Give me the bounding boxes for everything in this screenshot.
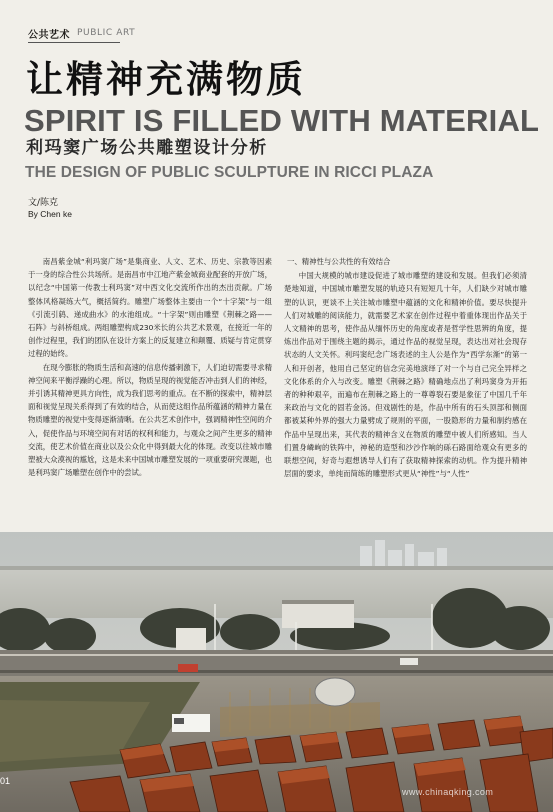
body-column-right: [284, 255, 527, 480]
body-column-left: [28, 255, 272, 479]
section-label-en: PUBLIC ART: [77, 28, 136, 38]
header-divider: [28, 42, 120, 43]
article-title-en: SPIRIT IS FILLED WITH MATERIAL: [24, 103, 540, 138]
plaza-photo: [0, 532, 553, 812]
article-subtitle-cn: 利玛窦广场公共雕塑设计分析: [26, 138, 268, 158]
watermark: www.chinaqking.com: [402, 787, 494, 797]
section-label-cn: 公共艺术: [28, 29, 70, 41]
section-heading: 一、精神性与公共性的有效结合: [286, 257, 391, 266]
author-en: By Chen ke: [28, 209, 72, 219]
article-subtitle-en: THE DESIGN OF PUBLIC SCULPTURE IN RICCI PLAZA: [25, 164, 434, 181]
author-cn: 文/陈克: [28, 198, 59, 208]
article-title-cn: 让精神充满物质: [26, 58, 306, 101]
section-header: [28, 26, 135, 40]
page-number: 01: [0, 776, 11, 786]
plaza-photo-illustration: [0, 532, 553, 812]
body-paragraph: 中国大规模的城市建设促进了城市雕塑的建设和发展。但我们必须清楚地知道，中国城市雕塑发展的轨迹只有短短几十年，人们缺少对城市雕塑的认识，更谈不上关注城市雕塑中蕴涵的文化和精神价值。要尽快提升人们对城雕的阅读能力，就需要艺术家在创作过程中着重体现出作品关于人文精神的思考，使作品从缅怀历史的角度或者是哲学性思辨的角度，提炼出作品对于围绕主题的揭示，通过作品的视觉呈现，表达出对社会现存状态的人文关怀。利玛窦纪念广场表述的主人公是作为“西学东渐”的第一人和开创者，他用自己坚定的信念完美地演绎了对一个与自己完全异样之文化体系的介入与改变。雕塑《荆棘之路》精确地点出了利玛窦身为开拓者的种种艰辛，而遍布在荆棘之路上的一尊尊裂石要是象征了中国几千年来政治与文化的固若金汤。但戏剧性的是，作品中所有的石头顶部和侧面都被某种外界的强大力量劈成了规则的平面，一股隐形的力量和制约感在作品中呈现出来，其代表的精神含义在物质的雕塑中被人们所感知。当人们置身嶙峋的铁阵中，神秘的造型和沙沙作响的砾石路面给观众有更多的联想空间，好奇与遐想诱导人们有了获取精神探索的动机。作为提升精神层面的要求，单纯而简练的雕塑形式更从“神性”与“人性”: [284, 271, 527, 479]
body-paragraph: 在现今膨胀的物质生活和高速的信息传播刺激下，人们迫切需要寻求精神空间来平衡浮躁的心理。所以，物质呈现的视觉能否冲击到人们的神经，并引诱其精神更具方向性，成为我们思考的重点。在不断的探索中，精神层面和视觉呈现关系得到了有效的结合，从而使这组作品所蕴涵的精神力量在物质雕塑的视觉中变得逐渐清晰。在公共艺术创作中，强调精神性空间的介入，促使作品与环境空间有对话的权利和能力，与观众之间产生更多的精神交流，使艺术价值在商业以及公众化中得到最大化的体现。改变以往城市雕塑被大众漠视的尴尬，这是未来中国城市雕塑发展的一项重要研究课题，也是利玛窦广场雕塑在创作中的尝试。: [28, 362, 272, 478]
body-paragraph: 南昌紫金城“利玛窦广场”是集商业、人文、艺术、历史、宗教等因素于一身的综合性公共场所。是南昌市中江地产紫金城商业配套的开放广场，以纪念“中国第一传教士利玛窦”对中西文化交流所作出的杰出贡献。广场整体风格凝练大气，概括简约。雕塑广场整体主要由一个“十字架”与一组《引流引鸫、递成曲水》的水池组成。“十字架”则由雕塑《荆棘之路——石阵》与斜桥组成。两组雕塑构成230米长的公共艺术景观，在接近一年的创作过程里，我们的团队在设计方案上的反复建立和颠覆、质疑与肯定贯穿过程的始终。: [28, 257, 272, 359]
